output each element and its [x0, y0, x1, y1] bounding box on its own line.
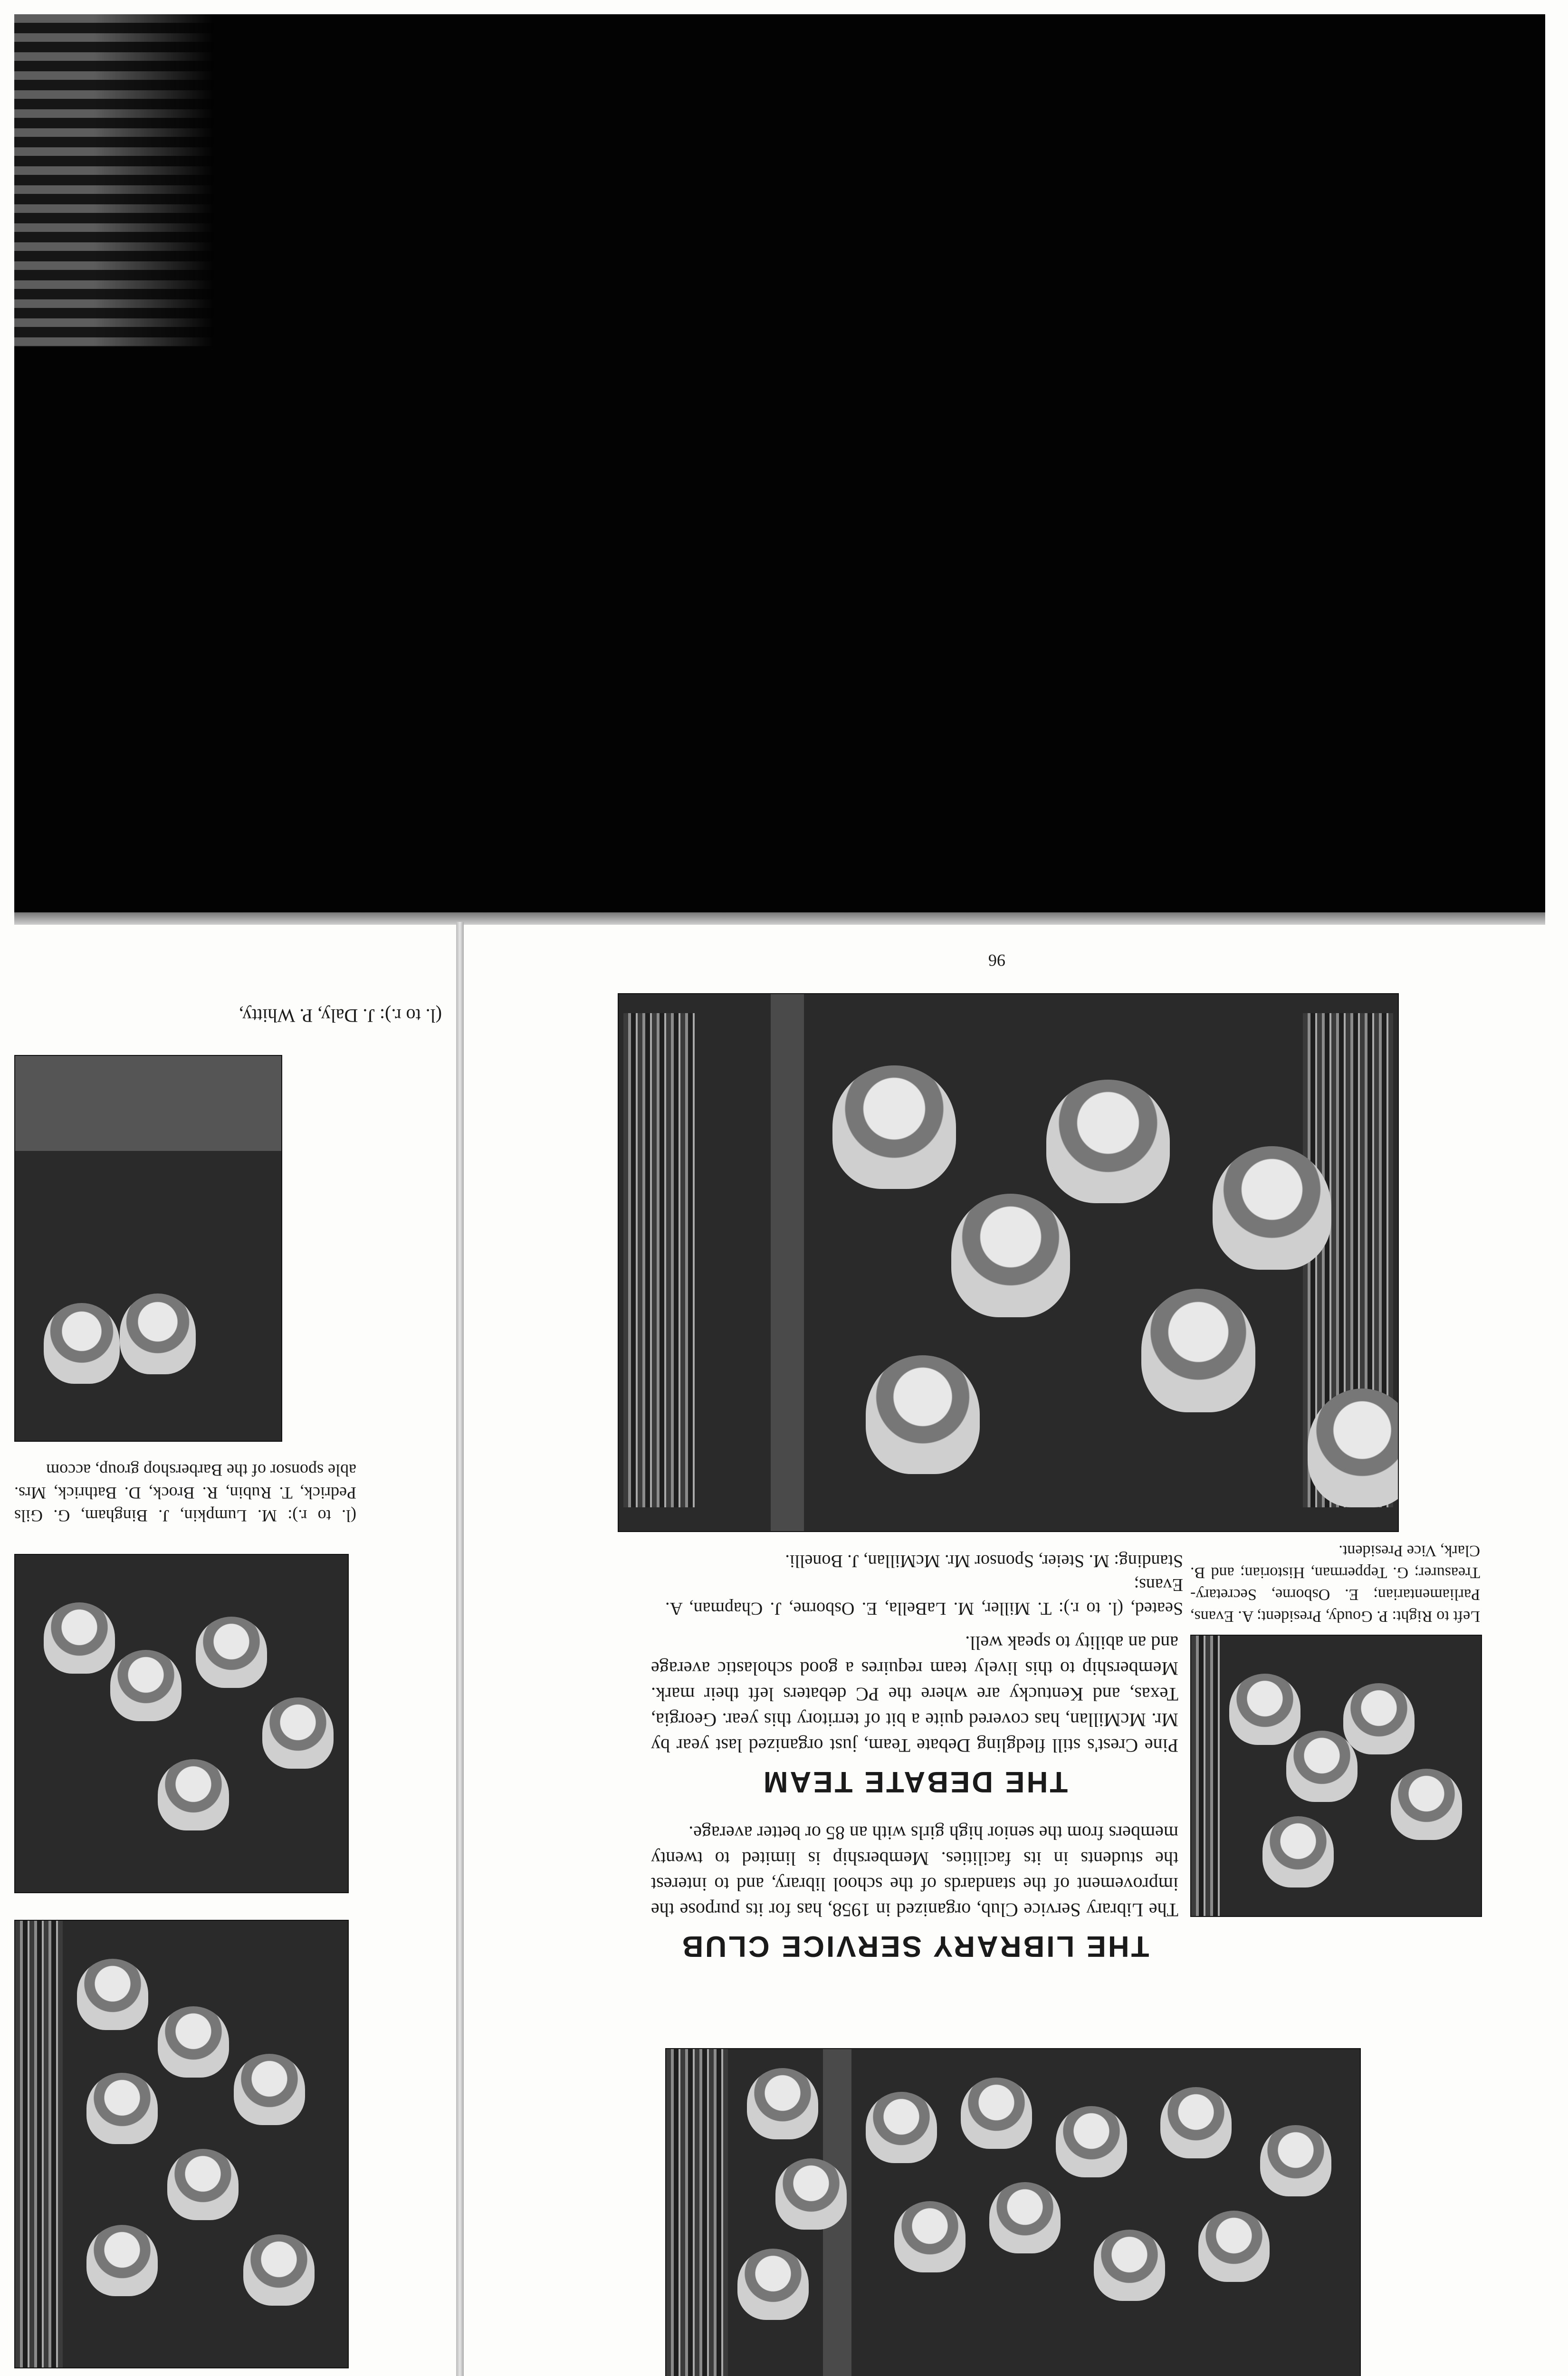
officers-photo [1190, 1635, 1482, 1917]
debate-seated-caption: Seated, (l. to r.): T. Miller, M. LaBella, E. Osborne, J. Chapman, A. Evans; [665, 1575, 1183, 1619]
library-club-body: The Library Service Club, organized in 1958, has for its purpose the improvement of the standards of the school library, and to interest the students in its facilities. Membership is limited to twenty members from the senior high girls with an 85 or better average. [651, 1822, 1178, 1921]
scanner-dark-region [14, 14, 1545, 920]
debate-article [651, 1630, 1178, 1799]
barbershop-photo [14, 1554, 349, 1893]
debate-caption-block [665, 1549, 1183, 1620]
duo-photo [14, 1055, 282, 1442]
debate-heading: THE DEBATE TEAM [761, 1765, 1068, 1798]
debate-body: Pine Crest's still fledgling Debate Team, just organized last year by Mr. McMillan, has covered quite a bit of territory this year. Georgia, Texas, and Kentucky are where the PC debaters left their mark. Membership to this lively team requires a good scholastic average and an ability to speak well. [651, 1632, 1178, 1756]
officers-caption: Left to Right: P. Goudy, President; A. Evans, Parliamentarian; E. Osborne, Secretary-Treasurer; G. Tepperman, Historian; and B. Clark, Vice President. [1190, 1542, 1480, 1625]
page-edge [14, 912, 1545, 925]
library-club-heading: THE LIBRARY SERVICE CLUB [680, 1930, 1149, 1963]
debate-standing-caption: Standing: M. Steier, Sponsor Mr. McMillan, J. Bonelli. [785, 1551, 1183, 1571]
group-photo-bottom-left [14, 1920, 349, 2368]
library-club-article [651, 1820, 1178, 1963]
duo-caption: (l. to r.): J. Daly, P. Whitty, [239, 1005, 442, 1026]
library-club-photo [665, 2048, 1361, 2376]
barbershop-caption: (l. to r.): M. Lumpkin, J. Bingham, G. Gils Pedrick, T. Rubin, R. Brock, D. Bathrick, Mrs. able sponsor of the Barbershop group, accom [14, 1461, 356, 1525]
book-spine [456, 922, 464, 2376]
page-number: 96 [988, 951, 1005, 970]
debate-team-photo [618, 993, 1399, 1532]
